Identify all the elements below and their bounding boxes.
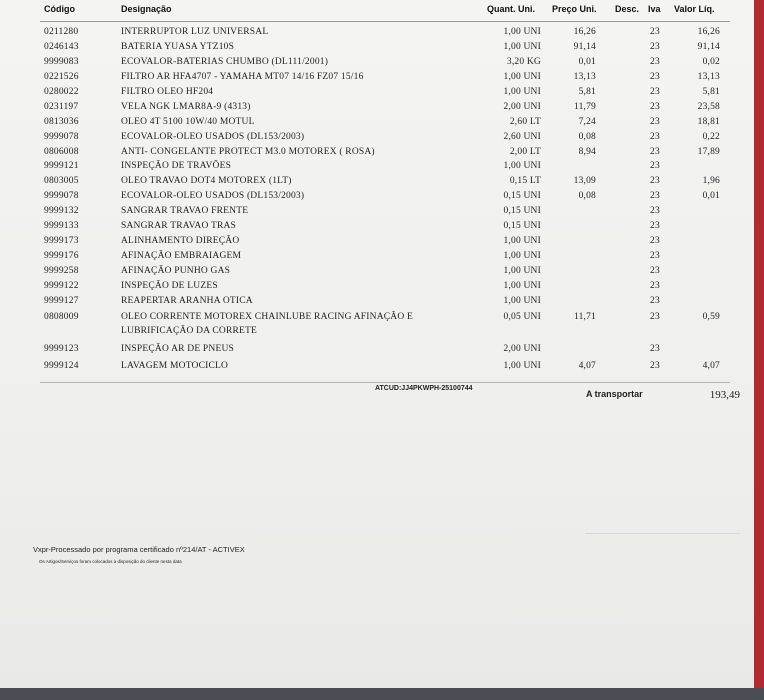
cell-code: 9999133 bbox=[44, 221, 79, 231]
cell-price: 8,94 bbox=[578, 147, 596, 157]
cell-desc: AFINAÇÃO EMBRAIAGEM bbox=[121, 251, 242, 261]
cell-code: 9999121 bbox=[44, 161, 79, 171]
cell-iva: 23 bbox=[650, 147, 660, 157]
cell-iva: 23 bbox=[650, 221, 660, 231]
cell-qty: 0,15 LT bbox=[509, 176, 541, 186]
cell-val: 23,58 bbox=[697, 102, 720, 112]
cell-val: 0,22 bbox=[702, 132, 720, 142]
cell-iva: 23 bbox=[650, 42, 660, 52]
cell-code: 0231197 bbox=[44, 102, 79, 112]
cell-price: 7,24 bbox=[578, 117, 596, 127]
cell-code: 0806008 bbox=[44, 147, 79, 157]
cell-price: 0,08 bbox=[578, 132, 596, 142]
table-row bbox=[0, 72, 754, 87]
cell-val: 0,02 bbox=[702, 57, 720, 67]
cell-val: 5,81 bbox=[702, 87, 720, 97]
table-row bbox=[0, 27, 754, 42]
cell-qty: 1,00 UNI bbox=[503, 296, 541, 306]
cell-desc: SANGRAR TRAVAO TRAS bbox=[121, 221, 237, 231]
cell-val: 4,07 bbox=[702, 361, 720, 371]
cell-qty: 2,00 UNI bbox=[503, 344, 541, 354]
header-discount: Desc. bbox=[615, 4, 640, 14]
cell-desc: INSPEÇÃO DE TRAVÕES bbox=[121, 161, 232, 171]
cell-desc: AFINAÇÃO PUNHO GAS bbox=[121, 266, 231, 276]
cell-iva: 23 bbox=[650, 236, 660, 246]
cell-desc: OLEO TRAVAO DOT4 MOTOREX (1LT) bbox=[121, 176, 292, 186]
cell-qty: 3,20 KG bbox=[506, 57, 541, 67]
table-row bbox=[0, 176, 754, 191]
header-unit-price: Preço Uni. bbox=[552, 4, 597, 14]
cell-code: 9999122 bbox=[44, 281, 79, 291]
table-row bbox=[0, 266, 754, 281]
cell-desc: SANGRAR TRAVAO FRENTE bbox=[121, 206, 249, 216]
header-description: Designação bbox=[121, 4, 172, 14]
transport-label: A transportar bbox=[586, 389, 643, 399]
cell-desc: OLEO 4T 5100 10W/40 MOTUL bbox=[121, 117, 255, 127]
cell-desc: FILTRO AR HFA4707 - YAMAHA MT07 14/16 FZ07 15/16 bbox=[121, 72, 364, 82]
cell-desc: INSPEÇÃO AR DE PNEUS bbox=[121, 344, 235, 354]
cell-desc: OLEO CORRENTE MOTOREX CHAINLUBE RACING AFINAÇÃO E bbox=[121, 312, 413, 322]
cell-code: 9999173 bbox=[44, 236, 79, 246]
table-row bbox=[0, 117, 754, 132]
cell-iva: 23 bbox=[650, 72, 660, 82]
table-row bbox=[0, 281, 754, 296]
cell-price: 13,09 bbox=[573, 176, 596, 186]
cell-code: 0280022 bbox=[44, 87, 79, 97]
cell-iva: 23 bbox=[650, 251, 660, 261]
table-row bbox=[0, 57, 754, 72]
cell-iva: 23 bbox=[650, 132, 660, 142]
cell-qty: 0,15 UNI bbox=[503, 221, 541, 231]
cell-val: 16,26 bbox=[697, 27, 720, 37]
cell-desc: ECOVALOR-OLEO USADOS (DL153/2003) bbox=[121, 191, 305, 201]
cell-desc: REAPERTAR ARANHA OTICA bbox=[121, 296, 253, 306]
cell-iva: 23 bbox=[650, 344, 660, 354]
cell-code: 0221526 bbox=[44, 72, 79, 82]
cell-iva: 23 bbox=[650, 57, 660, 67]
header-divider bbox=[40, 21, 730, 22]
cell-qty: 1,00 UNI bbox=[503, 87, 541, 97]
cell-qty: 1,00 UNI bbox=[503, 361, 541, 371]
cell-price: 11,71 bbox=[573, 312, 596, 322]
table-row bbox=[0, 191, 754, 206]
header-iva: Iva bbox=[648, 4, 661, 14]
table-row bbox=[0, 206, 754, 221]
bottom-background-edge bbox=[0, 688, 764, 700]
cell-price: 0,01 bbox=[578, 57, 596, 67]
table-row bbox=[0, 161, 754, 176]
cell-qty: 1,00 UNI bbox=[503, 42, 541, 52]
cell-desc: ECOVALOR-BATERIAS CHUMBO (DL111/2001) bbox=[121, 57, 329, 67]
table-row bbox=[0, 296, 754, 311]
table-row bbox=[0, 87, 754, 102]
cell-val: 17,89 bbox=[697, 147, 720, 157]
cell-iva: 23 bbox=[650, 206, 660, 216]
cell-desc: FILTRO OLEO HF204 bbox=[121, 87, 214, 97]
cell-iva: 23 bbox=[650, 102, 660, 112]
table-row bbox=[0, 361, 754, 376]
cell-code: 9999078 bbox=[44, 132, 79, 142]
cell-code: 0808009 bbox=[44, 312, 79, 322]
cell-code: 9999127 bbox=[44, 296, 79, 306]
table-row bbox=[0, 236, 754, 251]
cell-desc: INSPEÇÃO DE LUZES bbox=[121, 281, 218, 291]
cell-qty: 2,00 UNI bbox=[503, 102, 541, 112]
cell-qty: 1,00 UNI bbox=[503, 236, 541, 246]
header-net-value: Valor Líq. bbox=[674, 4, 715, 14]
cell-code: 9999123 bbox=[44, 344, 79, 354]
cell-code: 0211280 bbox=[44, 27, 79, 37]
cell-qty: 1,00 UNI bbox=[503, 161, 541, 171]
table-row bbox=[0, 102, 754, 117]
cell-iva: 23 bbox=[650, 191, 660, 201]
cell-code: 0813036 bbox=[44, 117, 79, 127]
table-row bbox=[0, 147, 754, 162]
cell-code: 9999124 bbox=[44, 361, 79, 371]
cell-price: 13,13 bbox=[573, 72, 596, 82]
cell-code: 9999258 bbox=[44, 266, 79, 276]
table-row bbox=[0, 326, 754, 341]
cell-price: 11,79 bbox=[573, 102, 596, 112]
cell-code: 9999078 bbox=[44, 191, 79, 201]
cell-val: 91,14 bbox=[697, 42, 720, 52]
cell-val: 1,96 bbox=[702, 176, 720, 186]
cell-desc: VELA NGK LMAR8A-9 (4313) bbox=[121, 102, 251, 112]
cell-desc: LUBRIFICAÇÃO DA CORRETE bbox=[121, 326, 258, 336]
availability-note: Os Artigos/Serviços foram colocados à disposição do cliente nesta data bbox=[39, 559, 182, 564]
cell-code: 0803005 bbox=[44, 176, 79, 186]
cell-desc: INTERRUPTOR LUZ UNIVERSAL bbox=[121, 27, 269, 37]
right-background-edge bbox=[754, 0, 764, 700]
table-row bbox=[0, 132, 754, 147]
header-quantity: Quant. Uni. bbox=[487, 4, 535, 14]
cell-price: 16,26 bbox=[573, 27, 596, 37]
cell-desc: ECOVALOR-OLEO USADOS (DL153/2003) bbox=[121, 132, 305, 142]
cell-val: 0,59 bbox=[702, 312, 720, 322]
cell-code: 9999132 bbox=[44, 206, 79, 216]
transport-value: 193,49 bbox=[709, 389, 740, 401]
cell-price: 0,08 bbox=[578, 191, 596, 201]
cell-val: 13,13 bbox=[697, 72, 720, 82]
cell-iva: 23 bbox=[650, 176, 660, 186]
header-code: Código bbox=[44, 4, 75, 14]
cell-qty: 2,00 LT bbox=[509, 147, 541, 157]
cell-qty: 1,00 UNI bbox=[503, 281, 541, 291]
cell-desc: ANTI- CONGELANTE PROTECT M3.0 MOTOREX ( ROSA) bbox=[121, 147, 375, 157]
cell-iva: 23 bbox=[650, 281, 660, 291]
cell-qty: 2,60 UNI bbox=[503, 132, 541, 142]
table-row bbox=[0, 42, 754, 57]
cell-qty: 0,15 UNI bbox=[503, 206, 541, 216]
cell-iva: 23 bbox=[650, 27, 660, 37]
table-row bbox=[0, 344, 754, 359]
cell-desc: LAVAGEM MOTOCICLO bbox=[121, 361, 229, 371]
cell-price: 4,07 bbox=[578, 361, 596, 371]
cell-desc: BATERIA YUASA YTZ10S bbox=[121, 42, 235, 52]
cell-qty: 0,05 UNI bbox=[503, 312, 541, 322]
cell-desc: ALINHAMENTO DIREÇÃO bbox=[121, 236, 240, 246]
cell-val: 0,01 bbox=[702, 191, 720, 201]
cell-qty: 1,00 UNI bbox=[503, 27, 541, 37]
cell-iva: 23 bbox=[650, 117, 660, 127]
table-row bbox=[0, 251, 754, 266]
table-row bbox=[0, 221, 754, 236]
cell-iva: 23 bbox=[650, 296, 660, 306]
signature-line bbox=[585, 533, 740, 534]
cell-price: 5,81 bbox=[578, 87, 596, 97]
cell-code: 9999083 bbox=[44, 57, 79, 67]
cell-qty: 1,00 UNI bbox=[503, 251, 541, 261]
cell-code: 0246143 bbox=[44, 42, 79, 52]
cell-price: 91,14 bbox=[573, 42, 596, 52]
atcud-code: ATCUD:JJ4PKWPH-25100744 bbox=[375, 385, 473, 392]
cell-val: 18,81 bbox=[697, 117, 720, 127]
cell-qty: 1,00 UNI bbox=[503, 72, 541, 82]
cell-iva: 23 bbox=[650, 312, 660, 322]
cell-iva: 23 bbox=[650, 361, 660, 371]
cell-qty: 2,60 LT bbox=[509, 117, 541, 127]
cell-qty: 0,15 UNI bbox=[503, 191, 541, 201]
totals-divider bbox=[40, 382, 730, 383]
cell-qty: 1,00 UNI bbox=[503, 266, 541, 276]
cell-iva: 23 bbox=[650, 266, 660, 276]
certification-note: Vxpr-Processado por programa certificado nº214/AT - ACTIVEX bbox=[33, 545, 245, 554]
table-row bbox=[0, 312, 754, 327]
cell-iva: 23 bbox=[650, 161, 660, 171]
cell-iva: 23 bbox=[650, 87, 660, 97]
cell-code: 9999176 bbox=[44, 251, 79, 261]
